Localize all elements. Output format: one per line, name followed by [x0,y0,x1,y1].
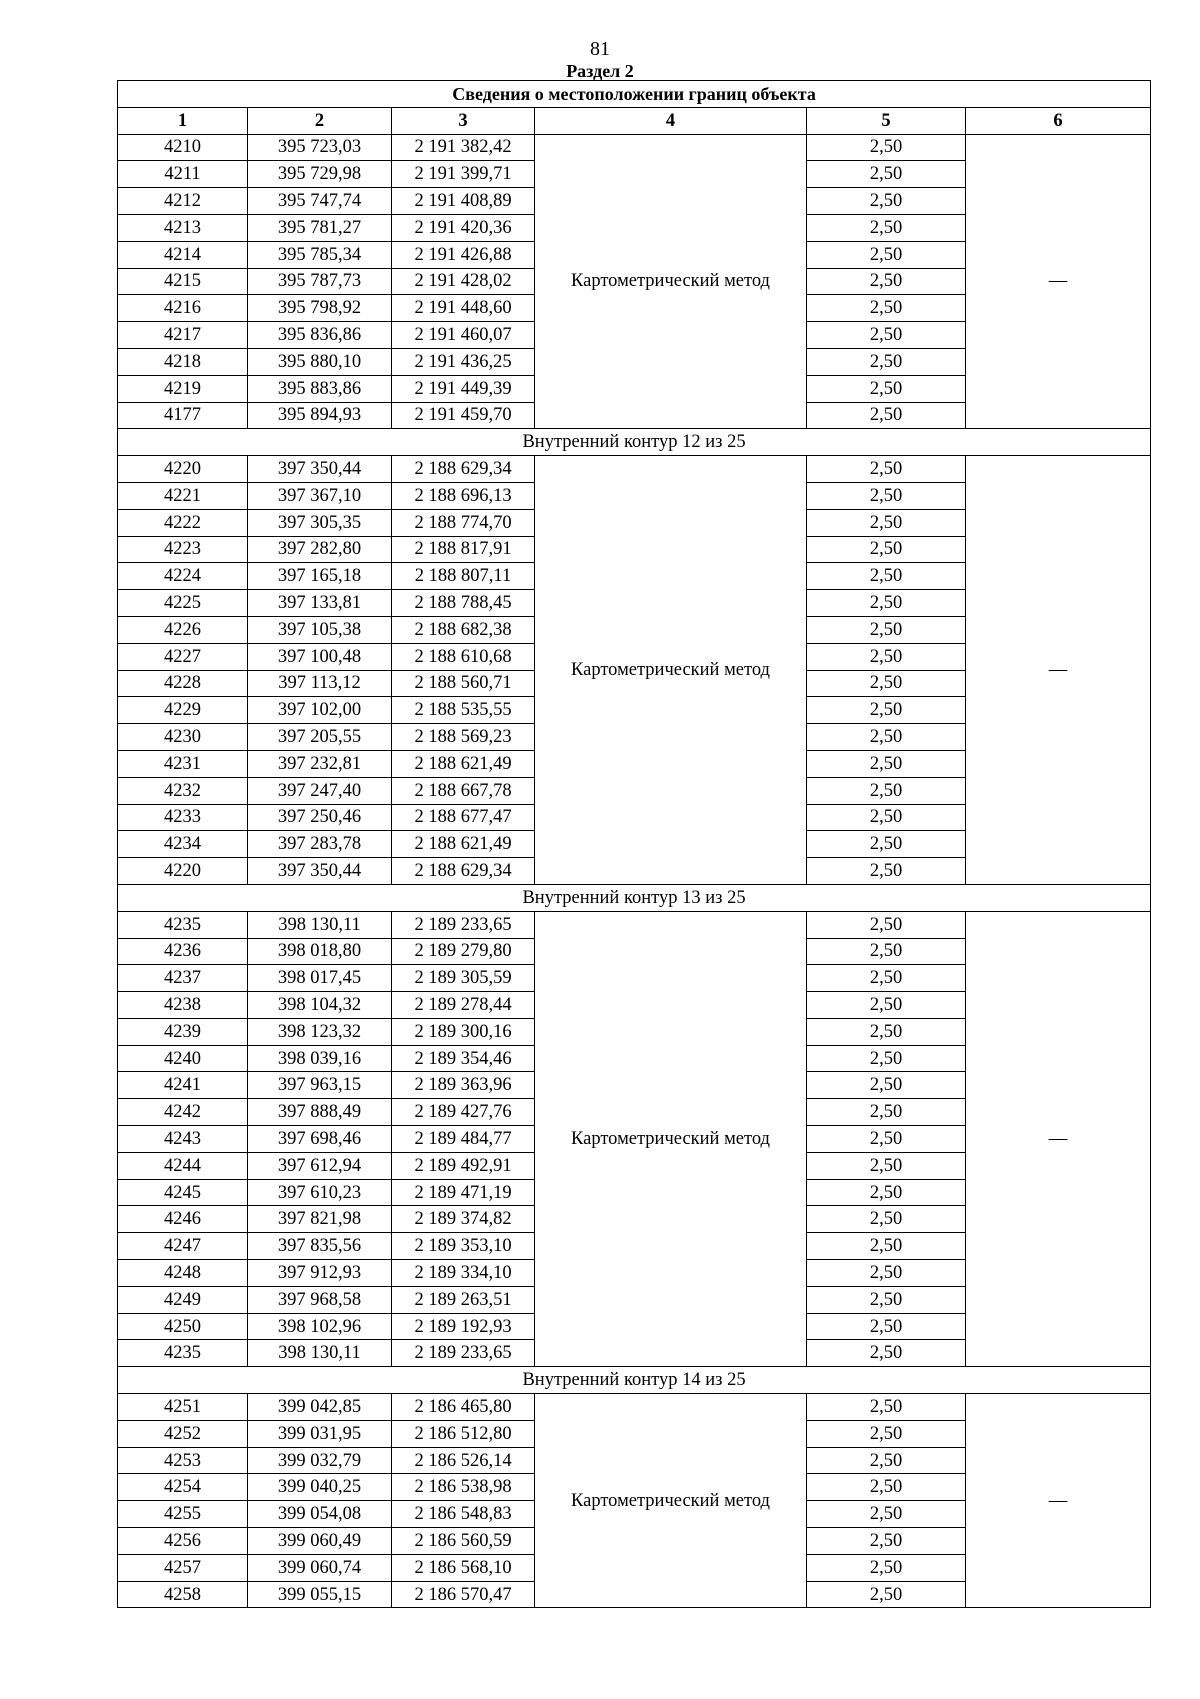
x-coordinate-cell: 397 612,94 [248,1152,392,1179]
point-number-cell: 4249 [118,1286,248,1313]
x-coordinate-cell: 397 282,80 [248,536,392,563]
x-coordinate-cell: 399 055,15 [248,1581,392,1608]
y-coordinate-cell: 2 191 460,07 [392,322,535,349]
x-coordinate-cell: 398 017,45 [248,965,392,992]
point-number-cell: 4217 [118,322,248,349]
point-number-cell: 4258 [118,1581,248,1608]
error-value-cell: 2,50 [807,456,966,483]
x-coordinate-cell: 395 798,92 [248,295,392,322]
y-coordinate-cell: 2 191 449,39 [392,375,535,402]
x-coordinate-cell: 397 113,12 [248,670,392,697]
x-coordinate-cell: 398 102,96 [248,1313,392,1340]
x-coordinate-cell: 398 130,11 [248,1340,392,1367]
point-number-cell: 4248 [118,1260,248,1287]
error-value-cell: 2,50 [807,697,966,724]
error-value-cell: 2,50 [807,724,966,751]
x-coordinate-cell: 395 787,73 [248,268,392,295]
y-coordinate-cell: 2 191 408,89 [392,188,535,215]
x-coordinate-cell: 397 205,55 [248,724,392,751]
point-number-cell: 4222 [118,509,248,536]
x-coordinate-cell: 397 247,40 [248,777,392,804]
column-header-row [118,107,1151,134]
y-coordinate-cell: 2 189 192,93 [392,1313,535,1340]
error-value-cell: 2,50 [807,1394,966,1421]
y-coordinate-cell: 2 186 568,10 [392,1554,535,1581]
page-number: 81 [590,38,610,60]
point-number-cell: 4226 [118,616,248,643]
point-number-cell: 4229 [118,697,248,724]
x-coordinate-cell: 395 785,34 [248,241,392,268]
point-number-cell: 4227 [118,643,248,670]
x-coordinate-cell: 397 888,49 [248,1099,392,1126]
error-value-cell: 2,50 [807,1045,966,1072]
y-coordinate-cell: 2 189 233,65 [392,911,535,938]
point-number-cell: 4250 [118,1313,248,1340]
error-value-cell: 2,50 [807,536,966,563]
x-coordinate-cell: 397 610,23 [248,1179,392,1206]
error-value-cell: 2,50 [807,1179,966,1206]
point-number-cell: 4216 [118,295,248,322]
error-value-cell: 2,50 [807,1581,966,1608]
table-row [118,456,1151,483]
column-header: 1 [118,107,248,134]
x-coordinate-cell: 397 350,44 [248,858,392,885]
error-value-cell: 2,50 [807,1447,966,1474]
error-value-cell: 2,50 [807,804,966,831]
y-coordinate-cell: 2 188 696,13 [392,482,535,509]
error-value-cell: 2,50 [807,1313,966,1340]
error-value-cell: 2,50 [807,161,966,188]
point-number-cell: 4245 [118,1179,248,1206]
contour-label: Внутренний контур 13 из 25 [118,884,1151,911]
error-value-cell: 2,50 [807,1152,966,1179]
error-value-cell: 2,50 [807,375,966,402]
x-coordinate-cell: 399 060,74 [248,1554,392,1581]
x-coordinate-cell: 397 968,58 [248,1286,392,1313]
section-title: Раздел 2 [566,61,634,81]
x-coordinate-cell: 397 912,93 [248,1260,392,1287]
point-number-cell: 4228 [118,670,248,697]
x-coordinate-cell: 395 880,10 [248,348,392,375]
y-coordinate-cell: 2 188 817,91 [392,536,535,563]
error-value-cell: 2,50 [807,858,966,885]
y-coordinate-cell: 2 188 535,55 [392,697,535,724]
x-coordinate-cell: 397 165,18 [248,563,392,590]
point-number-cell: 4235 [118,911,248,938]
error-value-cell: 2,50 [807,670,966,697]
error-value-cell: 2,50 [807,1340,966,1367]
point-number-cell: 4213 [118,214,248,241]
y-coordinate-cell: 2 186 560,59 [392,1528,535,1555]
error-value-cell: 2,50 [807,1018,966,1045]
point-number-cell: 4211 [118,161,248,188]
point-number-cell: 4232 [118,777,248,804]
point-number-cell: 4251 [118,1394,248,1421]
y-coordinate-cell: 2 188 682,38 [392,616,535,643]
y-coordinate-cell: 2 188 677,47 [392,804,535,831]
point-number-cell: 4214 [118,241,248,268]
y-coordinate-cell: 2 191 436,25 [392,348,535,375]
point-number-cell: 4221 [118,482,248,509]
y-coordinate-cell: 2 188 667,78 [392,777,535,804]
x-coordinate-cell: 397 835,56 [248,1233,392,1260]
contour-label: Внутренний контур 14 из 25 [118,1367,1151,1394]
y-coordinate-cell: 2 186 465,80 [392,1394,535,1421]
y-coordinate-cell: 2 189 427,76 [392,1099,535,1126]
point-number-cell: 4219 [118,375,248,402]
y-coordinate-cell: 2 189 363,96 [392,1072,535,1099]
x-coordinate-cell: 398 018,80 [248,938,392,965]
point-number-cell: 4223 [118,536,248,563]
y-coordinate-cell: 2 189 334,10 [392,1260,535,1287]
error-value-cell: 2,50 [807,1420,966,1447]
y-coordinate-cell: 2 189 484,77 [392,1126,535,1153]
point-number-cell: 4225 [118,590,248,617]
y-coordinate-cell: 2 188 629,34 [392,456,535,483]
y-coordinate-cell: 2 186 570,47 [392,1581,535,1608]
error-value-cell: 2,50 [807,268,966,295]
x-coordinate-cell: 395 894,93 [248,402,392,429]
method-cell: Картометрический метод [535,911,807,1367]
point-number-cell: 4210 [118,134,248,161]
error-value-cell: 2,50 [807,348,966,375]
y-coordinate-cell: 2 189 492,91 [392,1152,535,1179]
x-coordinate-cell: 397 305,35 [248,509,392,536]
y-coordinate-cell: 2 191 420,36 [392,214,535,241]
y-coordinate-cell: 2 186 538,98 [392,1474,535,1501]
y-coordinate-cell: 2 186 512,80 [392,1420,535,1447]
point-number-cell: 4177 [118,402,248,429]
point-number-cell: 4246 [118,1206,248,1233]
error-value-cell: 2,50 [807,241,966,268]
contour-label-row [118,884,1151,911]
y-coordinate-cell: 2 189 233,65 [392,1340,535,1367]
error-value-cell: 2,50 [807,1554,966,1581]
point-number-cell: 4256 [118,1528,248,1555]
error-value-cell: 2,50 [807,1233,966,1260]
point-number-cell: 4215 [118,268,248,295]
point-number-cell: 4234 [118,831,248,858]
method-cell: Картометрический метод [535,134,807,429]
y-coordinate-cell: 2 189 263,51 [392,1286,535,1313]
method-cell: Картометрический метод [535,456,807,885]
point-number-cell: 4230 [118,724,248,751]
x-coordinate-cell: 395 723,03 [248,134,392,161]
y-coordinate-cell: 2 189 305,59 [392,965,535,992]
error-value-cell: 2,50 [807,295,966,322]
dash-cell: — [966,911,1151,1367]
point-number-cell: 4239 [118,1018,248,1045]
x-coordinate-cell: 395 883,86 [248,375,392,402]
error-value-cell: 2,50 [807,1528,966,1555]
point-number-cell: 4244 [118,1152,248,1179]
x-coordinate-cell: 397 232,81 [248,750,392,777]
y-coordinate-cell: 2 188 621,49 [392,831,535,858]
error-value-cell: 2,50 [807,1206,966,1233]
error-value-cell: 2,50 [807,1501,966,1528]
coordinates-table [117,80,1151,1608]
x-coordinate-cell: 397 105,38 [248,616,392,643]
method-cell: Картометрический метод [535,1394,807,1608]
column-header: 6 [966,107,1151,134]
error-value-cell: 2,50 [807,509,966,536]
y-coordinate-cell: 2 191 459,70 [392,402,535,429]
point-number-cell: 4237 [118,965,248,992]
x-coordinate-cell: 397 102,00 [248,697,392,724]
error-value-cell: 2,50 [807,482,966,509]
x-coordinate-cell: 397 367,10 [248,482,392,509]
y-coordinate-cell: 2 189 278,44 [392,992,535,1019]
column-header: 4 [535,107,807,134]
y-coordinate-cell: 2 188 610,68 [392,643,535,670]
column-header: 3 [392,107,535,134]
y-coordinate-cell: 2 189 471,19 [392,1179,535,1206]
error-value-cell: 2,50 [807,402,966,429]
error-value-cell: 2,50 [807,590,966,617]
y-coordinate-cell: 2 191 428,02 [392,268,535,295]
y-coordinate-cell: 2 188 560,71 [392,670,535,697]
point-number-cell: 4241 [118,1072,248,1099]
dash-cell: — [966,1394,1151,1608]
error-value-cell: 2,50 [807,992,966,1019]
error-value-cell: 2,50 [807,1260,966,1287]
column-header: 5 [807,107,966,134]
error-value-cell: 2,50 [807,214,966,241]
point-number-cell: 4236 [118,938,248,965]
y-coordinate-cell: 2 191 426,88 [392,241,535,268]
x-coordinate-cell: 395 747,74 [248,188,392,215]
x-coordinate-cell: 399 040,25 [248,1474,392,1501]
point-number-cell: 4218 [118,348,248,375]
x-coordinate-cell: 398 104,32 [248,992,392,1019]
point-number-cell: 4231 [118,750,248,777]
error-value-cell: 2,50 [807,831,966,858]
y-coordinate-cell: 2 186 548,83 [392,1501,535,1528]
point-number-cell: 4238 [118,992,248,1019]
x-coordinate-cell: 397 133,81 [248,590,392,617]
point-number-cell: 4253 [118,1447,248,1474]
x-coordinate-cell: 397 963,15 [248,1072,392,1099]
y-coordinate-cell: 2 188 629,34 [392,858,535,885]
y-coordinate-cell: 2 188 569,23 [392,724,535,751]
point-number-cell: 4240 [118,1045,248,1072]
y-coordinate-cell: 2 188 788,45 [392,590,535,617]
error-value-cell: 2,50 [807,1099,966,1126]
y-coordinate-cell: 2 186 526,14 [392,1447,535,1474]
x-coordinate-cell: 395 781,27 [248,214,392,241]
contour-label-row [118,1367,1151,1394]
y-coordinate-cell: 2 191 382,42 [392,134,535,161]
contour-label: Внутренний контур 12 из 25 [118,429,1151,456]
point-number-cell: 4255 [118,1501,248,1528]
error-value-cell: 2,50 [807,1126,966,1153]
y-coordinate-cell: 2 188 774,70 [392,509,535,536]
x-coordinate-cell: 399 042,85 [248,1394,392,1421]
x-coordinate-cell: 397 250,46 [248,804,392,831]
table-body [118,134,1151,1608]
x-coordinate-cell: 399 054,08 [248,1501,392,1528]
error-value-cell: 2,50 [807,322,966,349]
y-coordinate-cell: 2 189 374,82 [392,1206,535,1233]
dash-cell: — [966,134,1151,429]
y-coordinate-cell: 2 188 621,49 [392,750,535,777]
x-coordinate-cell: 397 283,78 [248,831,392,858]
error-value-cell: 2,50 [807,1286,966,1313]
error-value-cell: 2,50 [807,938,966,965]
table-row [118,134,1151,161]
y-coordinate-cell: 2 191 399,71 [392,161,535,188]
x-coordinate-cell: 397 100,48 [248,643,392,670]
point-number-cell: 4252 [118,1420,248,1447]
error-value-cell: 2,50 [807,188,966,215]
error-value-cell: 2,50 [807,563,966,590]
error-value-cell: 2,50 [807,777,966,804]
table-row [118,911,1151,938]
point-number-cell: 4242 [118,1099,248,1126]
x-coordinate-cell: 397 350,44 [248,456,392,483]
x-coordinate-cell: 399 031,95 [248,1420,392,1447]
error-value-cell: 2,50 [807,911,966,938]
error-value-cell: 2,50 [807,965,966,992]
x-coordinate-cell: 397 698,46 [248,1126,392,1153]
y-coordinate-cell: 2 189 354,46 [392,1045,535,1072]
dash-cell: — [966,456,1151,885]
point-number-cell: 4233 [118,804,248,831]
table-heading: Сведения о местоположении границ объекта [118,81,1151,108]
x-coordinate-cell: 399 060,49 [248,1528,392,1555]
table-heading-row [118,81,1151,108]
point-number-cell: 4254 [118,1474,248,1501]
error-value-cell: 2,50 [807,616,966,643]
y-coordinate-cell: 2 191 448,60 [392,295,535,322]
x-coordinate-cell: 398 039,16 [248,1045,392,1072]
y-coordinate-cell: 2 188 807,11 [392,563,535,590]
x-coordinate-cell: 395 729,98 [248,161,392,188]
x-coordinate-cell: 395 836,86 [248,322,392,349]
error-value-cell: 2,50 [807,750,966,777]
x-coordinate-cell: 398 130,11 [248,911,392,938]
x-coordinate-cell: 397 821,98 [248,1206,392,1233]
y-coordinate-cell: 2 189 353,10 [392,1233,535,1260]
x-coordinate-cell: 398 123,32 [248,1018,392,1045]
point-number-cell: 4220 [118,456,248,483]
point-number-cell: 4224 [118,563,248,590]
contour-label-row [118,429,1151,456]
y-coordinate-cell: 2 189 300,16 [392,1018,535,1045]
point-number-cell: 4247 [118,1233,248,1260]
column-header: 2 [248,107,392,134]
error-value-cell: 2,50 [807,134,966,161]
error-value-cell: 2,50 [807,643,966,670]
error-value-cell: 2,50 [807,1474,966,1501]
x-coordinate-cell: 399 032,79 [248,1447,392,1474]
point-number-cell: 4235 [118,1340,248,1367]
point-number-cell: 4243 [118,1126,248,1153]
error-value-cell: 2,50 [807,1072,966,1099]
point-number-cell: 4212 [118,188,248,215]
point-number-cell: 4220 [118,858,248,885]
point-number-cell: 4257 [118,1554,248,1581]
table-row [118,1394,1151,1421]
y-coordinate-cell: 2 189 279,80 [392,938,535,965]
